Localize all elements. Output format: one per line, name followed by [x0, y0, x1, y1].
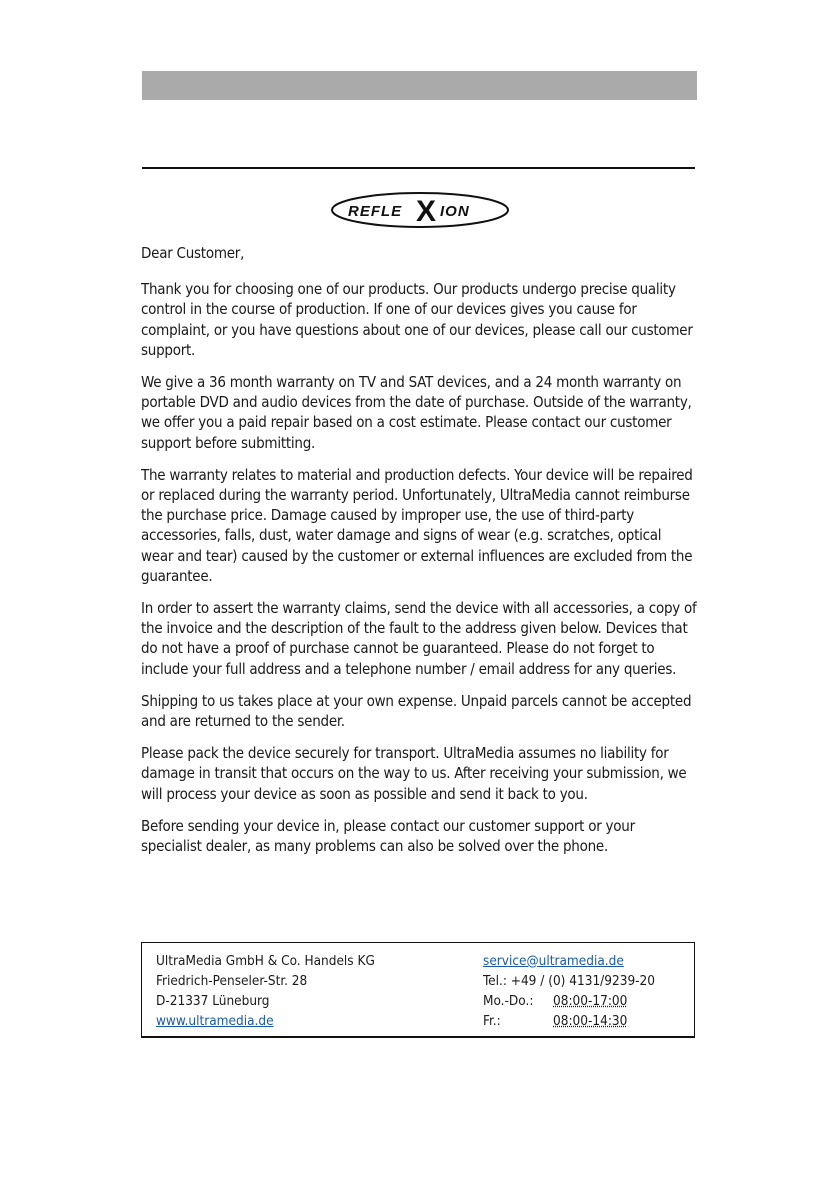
- hours-time: 08:00-17:00: [553, 993, 628, 1009]
- svg-text:ION: ION: [440, 203, 470, 220]
- paragraph: Before sending your device in, please contact our customer support or your specialist dealer, as many problems can also be solved over the phone.: [141, 816, 635, 856]
- header-rule: [142, 167, 695, 169]
- paragraph: The warranty relates to material and production defects. Your device will be repaired or replaced during the warranty period. Unfortunately, UltraMedia cannot reimburse the purchase price. Damage caused by improper use, the use of third-party accessories, falls, dust, water damage and signs of wear (e.g. scratches, optical wear and tear) caused by the customer or external influences are excluded from the guarantee.: [141, 465, 693, 585]
- paragraph: Shipping to us takes place at your own expense. Unpaid parcels cannot be accepted and are returned to the sender.: [141, 691, 692, 731]
- hours-row: [483, 991, 655, 1011]
- header-bar: [142, 71, 697, 100]
- svg-text:X: X: [416, 195, 437, 228]
- phone-number: Tel.: +49 / (0) 4131/9239-20: [483, 973, 656, 989]
- paragraph: We give a 36 month warranty on TV and SAT devices, and a 24 month warranty on portable DVD and audio devices from the date of purchase. Outside of the warranty, we offer you a paid repair based on a cost estimate. Please contact our customer support before submitting.: [141, 373, 692, 452]
- greeting: Dear Customer,: [141, 244, 245, 262]
- paragraph: In order to assert the warranty claims, send the device with all accessories, a copy of the invoice and the description of the fault to the address given below. Devices that do not have a proof of purchase cannot be guaranteed. Please do not forget to include your full address and a telephone number / email address for any queries.: [141, 599, 697, 678]
- website-link[interactable]: www.ultramedia.de: [156, 1013, 274, 1029]
- support-column: [483, 951, 655, 1031]
- city-address: D-21337 Lüneburg: [156, 993, 270, 1009]
- letter-body: [141, 243, 697, 868]
- reflexion-logo: [330, 190, 510, 230]
- company-name: UltraMedia GmbH & Co. Handels KG: [156, 953, 375, 969]
- email-link[interactable]: service@ultramedia.de: [483, 953, 624, 969]
- hours-row: [483, 1011, 655, 1031]
- address-column: [156, 951, 375, 1031]
- hours-time: 08:00-14:30: [553, 1013, 628, 1029]
- paragraph: Thank you for choosing one of our products. Our products undergo precise quality control in the course of production. If one of our devices gives you cause for complaint, or you have questions about one of our devices, please call our customer support.: [141, 280, 693, 359]
- street-address: Friedrich-Penseler-Str. 28: [156, 973, 308, 989]
- hours-days: Mo.-Do.:: [483, 993, 534, 1009]
- contact-box: [141, 942, 695, 1038]
- svg-text:REFLE: REFLE: [348, 203, 403, 220]
- hours-days: Fr.:: [483, 1013, 501, 1029]
- paragraph: Please pack the device securely for transport. UltraMedia assumes no liability for damage in transit that occurs on the way to us. After receiving your submission, we will process your device as soon as possible and send it back to you.: [141, 744, 687, 803]
